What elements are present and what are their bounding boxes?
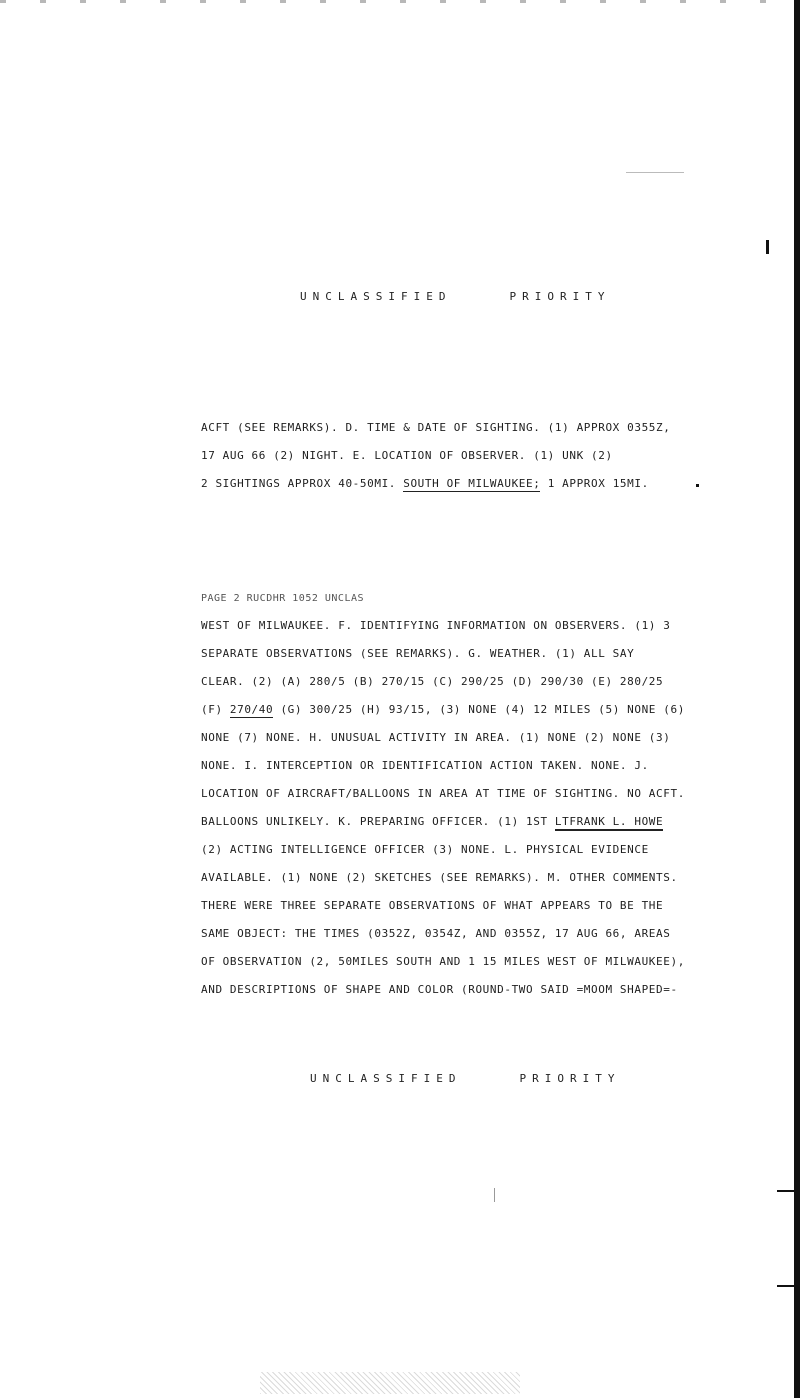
text-line: CLEAR. (2) (A) 280/5 (B) 270/15 (C) 290/25 (D) 290/30 (E) 280/25 xyxy=(201,675,664,688)
text-line: WEST OF MILWAUKEE. F. IDENTIFYING INFORMATION ON OBSERVERS. (1) 3 xyxy=(201,619,671,632)
underlined-text: 270/40 xyxy=(229,703,274,716)
text-line: AVAILABLE. (1) NONE (2) SKETCHES (SEE REMARKS). M. OTHER COMMENTS. xyxy=(201,871,678,884)
scan-top-edge xyxy=(0,0,780,3)
scan-mark xyxy=(626,172,684,173)
scan-mark xyxy=(777,1285,795,1287)
message-text-part-1 xyxy=(201,414,670,498)
precedence-label: PRIORITY xyxy=(509,290,611,303)
scan-mark xyxy=(777,1190,795,1192)
scan-mark xyxy=(766,240,769,254)
text-line: THERE WERE THREE SEPARATE OBSERVATIONS OF WHAT APPEARS TO BE THE xyxy=(201,899,664,912)
message-text-part-2 xyxy=(201,612,685,1004)
scan-right-edge xyxy=(794,0,800,1398)
classification-label: UNCLASSIFIED xyxy=(310,1072,462,1085)
text-line: 2 SIGHTINGS APPROX 40-50MI. SOUTH OF MILWAUKEE; 1 APPROX 15MI. xyxy=(201,477,649,490)
scan-mark xyxy=(494,1188,495,1202)
text-line: NONE. I. INTERCEPTION OR IDENTIFICATION ACTION TAKEN. NONE. J. xyxy=(201,759,649,772)
text-line: SEPARATE OBSERVATIONS (SEE REMARKS). G. WEATHER. (1) ALL SAY xyxy=(201,647,635,660)
text-line: BALLOONS UNLIKELY. K. PREPARING OFFICER. (1) 1ST LTFRANK L. HOWE xyxy=(201,808,685,836)
text-line: 17 AUG 66 (2) NIGHT. E. LOCATION OF OBSERVER. (1) UNK (2) xyxy=(201,449,613,462)
precedence-label: PRIORITY xyxy=(519,1072,621,1085)
classification-label: UNCLASSIFIED xyxy=(300,290,452,303)
text-line: OF OBSERVATION (2, 50MILES SOUTH AND 1 15 MILES WEST OF MILWAUKEE), xyxy=(201,955,685,968)
text-line: (F) 270/40 (G) 300/25 (H) 93/15, (3) NONE (4) 12 MILES (5) NONE (6) xyxy=(201,703,685,716)
classification-header xyxy=(300,290,610,303)
underlined-text: SOUTH OF MILWAUKEE; xyxy=(403,477,541,490)
underlined-text: LTFRANK L. HOWE xyxy=(555,815,663,831)
text-line: ACFT (SEE REMARKS). D. TIME & DATE OF SIGHTING. (1) APPROX 0355Z, xyxy=(201,421,671,434)
text-line: NONE (7) NONE. H. UNUSUAL ACTIVITY IN AREA. (1) NONE (2) NONE (3) xyxy=(201,731,671,744)
classification-footer xyxy=(310,1072,620,1085)
text-line: (2) ACTING INTELLIGENCE OFFICER (3) NONE. L. PHYSICAL EVIDENCE xyxy=(201,843,649,856)
scan-mark xyxy=(696,484,699,487)
scan-noise xyxy=(260,1372,520,1394)
text-line: LOCATION OF AIRCRAFT/BALLOONS IN AREA AT TIME OF SIGHTING. NO ACFT. xyxy=(201,787,685,800)
text-line: SAME OBJECT: THE TIMES (0352Z, 0354Z, AND 0355Z, 17 AUG 66, AREAS xyxy=(201,927,671,940)
page-reference: PAGE 2 RUCDHR 1052 UNCLAS xyxy=(201,593,365,604)
text-line: AND DESCRIPTIONS OF SHAPE AND COLOR (ROUND-TWO SAID =MOOM SHAPED=- xyxy=(201,983,678,996)
